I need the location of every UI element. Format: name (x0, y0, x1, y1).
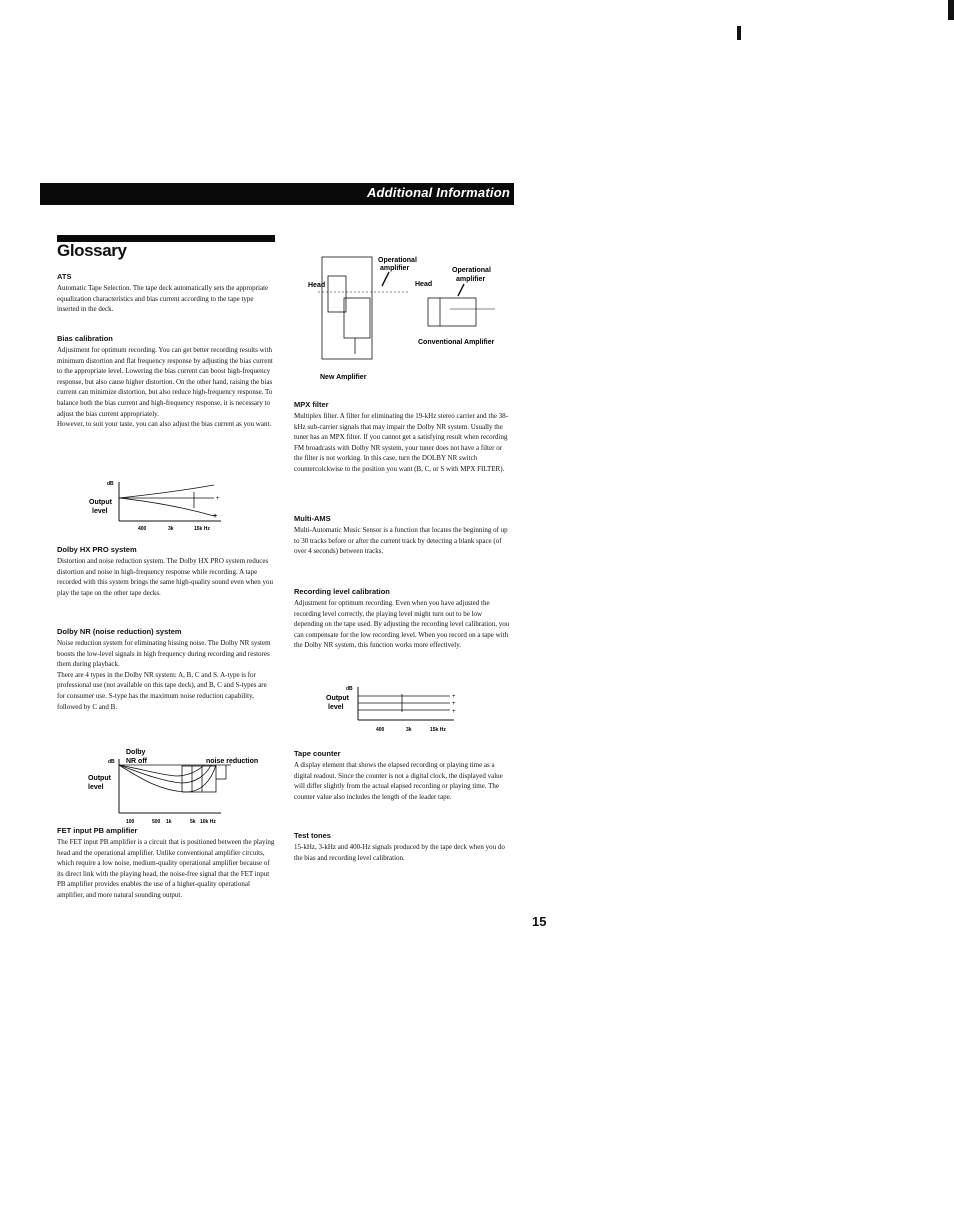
term-rec-cal: Recording level calibration (294, 587, 390, 596)
term-bias: Bias calibration (57, 334, 113, 343)
term-hxpro: Dolby HX PRO system (57, 545, 137, 554)
conv-head-label: Head (415, 281, 433, 288)
section-title: Additional Information (366, 185, 510, 200)
svg-text:level: level (328, 704, 344, 711)
op-amp-label-1: Operational (378, 257, 417, 264)
definition-counter: A display element that shows the elapsed recording or playing time as a digital readout. Since the counter is not a digital clock, the displayed value will differ slightly from the actual elapsed recording or playing time. The counter value also includes the length of the leader tape. (294, 761, 503, 801)
term-dolby-nr: Dolby NR (noise reduction) system (57, 627, 182, 636)
entry-ats (57, 272, 275, 315)
definition-dolby-nr-2: There are 4 types in the Dolby NR system: A, B, C and S. A-type is for professional use (not available on this tape deck), and B, C and S-types are for consumer use. S-type has the maximum noise reduction capability, followed by C and B. (57, 670, 267, 711)
edge-mark (948, 0, 954, 20)
svg-text:10k Hz: 10k Hz (200, 819, 216, 825)
svg-text:Output: Output (326, 695, 349, 702)
definition-bias-2: However, to suit your taste, you can also adjust the bias current as you want. (57, 420, 272, 429)
bias-diagram-ylabel-2: level (92, 508, 108, 515)
conv-op-label-1: Operational (452, 267, 491, 274)
svg-text:3k: 3k (406, 727, 412, 733)
definition-mpx: Multiplex filter. A filter for eliminating the 19-kHz stereo carrier and the 38-kHz sub-carrier signals that may impair the Dolby NR system. Usually the tuner has an MPX filter. If you cannot get a satisfying result when recording FM broadcasts with Dolby NR system, your tuner does not have a filter or the filter is not working. In this case, turn the DOLBY NR switch countercolckwise to the position you want (B, C, or S with MPX FILTER). (294, 412, 509, 473)
rec-level-diagram (322, 684, 467, 736)
svg-text:+: + (452, 709, 456, 715)
page-number: 15 (532, 914, 547, 929)
entry-counter (294, 749, 512, 802)
definition-ats: Automatic Tape Selection. The tape deck automatically sets the appropriate equalization characteristics and bias current according to the tape type inserted in the deck. (57, 284, 269, 314)
new-head-label: Head (308, 282, 326, 289)
section-banner (40, 183, 514, 205)
entry-rec-cal (294, 587, 512, 651)
registration-mark (737, 26, 741, 40)
svg-text:500: 500 (152, 819, 161, 825)
dolby-top-label: Dolby (126, 749, 146, 756)
new-amp-label: New Amplifier (320, 374, 367, 381)
term-fet: FET input PB amplifier (57, 826, 138, 835)
definition-fet: The FET input PB amplifier is a circuit that is positioned between the playing head and the operational amplifier. Unlike conventional amplifier circuits, which require a low noise, medium-quality operational amplifier because of its direct link with the playing head, the noise-free signal that the FET input PB amplifier provides enables the use of a higher-quality operational amplifier, and more natural sounding output. (57, 838, 275, 899)
definition-rec-cal: Adjustment for optimum recording. Even when you have adjusted the recording level correctly, the playing level might turn out to be low depending on the tape used. By adjusting the recording level calibration, you can compensate for the low recording level. When you record on a tape with the Dolby NR system, this function works more effectively. (294, 599, 510, 650)
definition-tones: 15-kHz, 3-kHz and 400-Hz signals produced by the tape deck when you do the bias and recording level calibration. (294, 843, 505, 862)
term-counter: Tape counter (294, 749, 341, 758)
svg-text:100: 100 (126, 819, 135, 825)
svg-text:+: + (216, 496, 220, 502)
bias-diagram-unit: dB (107, 481, 114, 487)
definition-hxpro: Distortion and noise reduction system. The Dolby HX PRO system reduces distortion and noise in high-frequency response while recording. A tape recorded with this system brings the same high-quality sound even when you play the tape on the other tape decks. (57, 557, 273, 597)
term-ats: ATS (57, 272, 72, 281)
definition-bias: Adjustment for optimum recording. You can get better recording results with minimum distortion and flat frequency response by adjusting the bias current to the appropriate level. Lowering the bias current can boost high-frequency response, but also cause higher distortion. On the other hand, raising the bias current can minimize distortion, but also reduce high-frequency response. To balance both the bias current and high-frequency response, it is necessary to adjust the bias current appropriately. (57, 346, 273, 418)
bias-tick-2: 3k (168, 526, 174, 532)
svg-text:15k Hz: 15k Hz (430, 727, 446, 733)
svg-text:+: + (452, 694, 456, 700)
entry-bias (57, 334, 275, 430)
definition-ams: Multi-Automatic Music Sensor is a function that locates the beginning of up to 30 tracks before or after the current track by detecting a blank space (of over 4 seconds) between tracks. (294, 526, 508, 556)
svg-text:1k: 1k (166, 819, 172, 825)
entry-dolby-nr (57, 627, 275, 712)
conv-op-label-2: amplifier (456, 276, 486, 283)
op-amp-label-2: amplifier (380, 265, 410, 272)
entry-ams (294, 514, 512, 557)
term-ams: Multi-AMS (294, 514, 331, 523)
term-tones: Test tones (294, 831, 331, 840)
dolby-unit: dB (108, 759, 115, 765)
svg-text:+: + (213, 513, 218, 520)
dolby-diagram (86, 745, 268, 827)
bias-diagram-ylabel-1: Output (89, 499, 112, 506)
dolby-off-label: NR off (126, 758, 147, 765)
conv-amp-label: Conventional Amplifier (418, 339, 495, 346)
entry-tones (294, 831, 512, 863)
svg-text:Output: Output (88, 775, 111, 782)
term-mpx: MPX filter (294, 400, 329, 409)
bias-diagram-curve-high (119, 485, 214, 498)
amplifier-diagram (300, 254, 516, 384)
svg-text:level: level (88, 784, 104, 791)
bias-tick-3: 15k Hz (194, 526, 210, 532)
svg-text:5k: 5k (190, 819, 196, 825)
bias-diagram-curve-low (119, 498, 214, 516)
bias-diagram (86, 478, 261, 536)
svg-text:+: + (452, 701, 456, 707)
page-title: Glossary (57, 241, 127, 260)
svg-text:dB: dB (346, 686, 353, 692)
entry-mpx (294, 400, 512, 475)
entry-fet (57, 826, 275, 901)
dolby-nr-label: noise reduction (206, 758, 259, 765)
entry-hxpro (57, 545, 275, 598)
bias-tick-1: 400 (138, 526, 147, 532)
svg-text:400: 400 (376, 727, 385, 733)
definition-dolby-nr: Noise reduction system for eliminating hissing noise. The Dolby NR system boosts the low-level signals in high frequency during recording and restores them during playback. (57, 639, 271, 669)
